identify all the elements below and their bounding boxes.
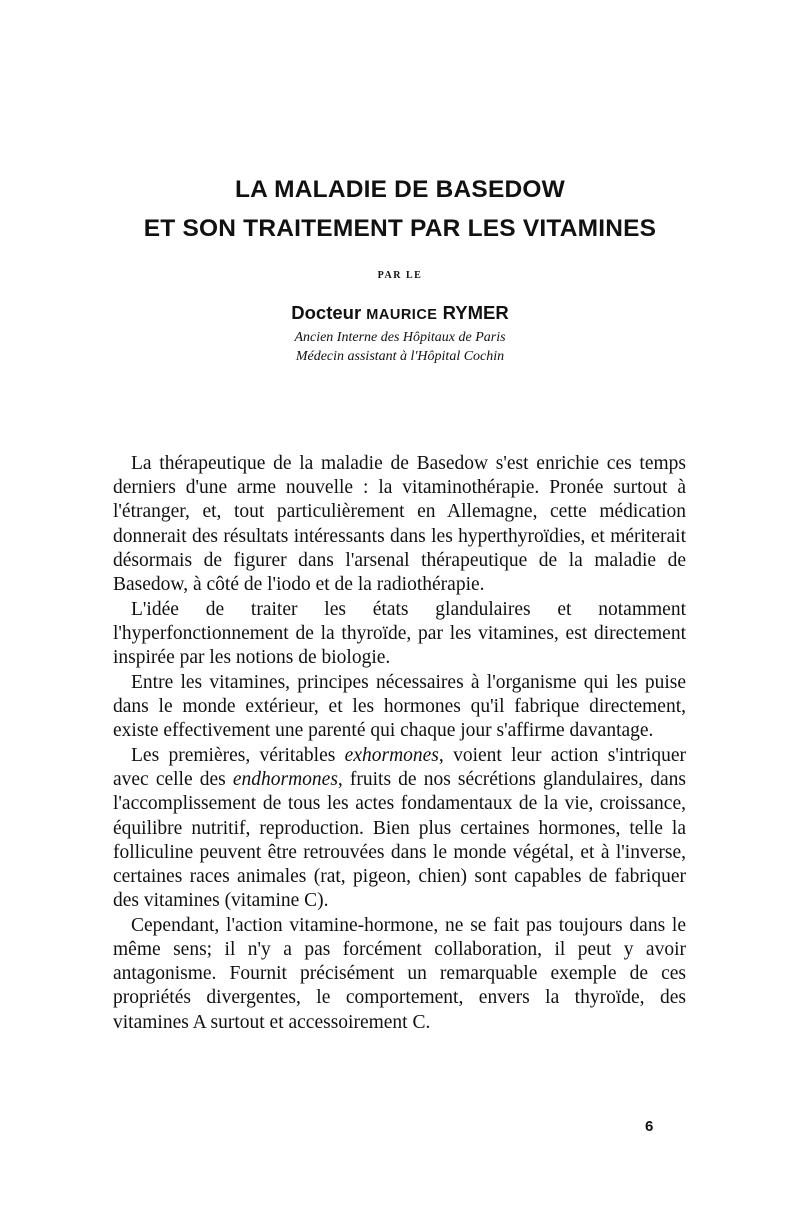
byline: PAR LE — [377, 270, 423, 281]
paragraph-4-text-b: , voient leur action s'intriquer avec celle des — [113, 744, 686, 791]
author-affiliation-1: Ancien Interne des Hôpitaux de Paris — [294, 330, 506, 345]
term-endhormones: endhormones — [232, 769, 338, 791]
paragraph-5: Cependant, l'action vitamine-hormone, ne se fait pas toujours dans le même sens; il n'y a pas forcément collaboration, il peut y avoir antagonisme. Fournit précisément un remarquable exemple de ces propriétés divergentes, le comportement, envers la thyroïde, des vitamines A surtout et accessoirement C. — [113, 914, 686, 1033]
author-affiliation-2: Médecin assistant à l'Hôpital Cochin — [295, 349, 505, 364]
term-exhormones: exhormones — [344, 744, 439, 766]
author-name — [0, 302, 800, 324]
author-prefix: Docteur — [291, 302, 362, 323]
paragraph-3: Entre les vitamines, principes nécessaires à l'organisme qui les puise dans le monde extérieur, et les hormones qu'il fabrique directement, existe effectivement une parenté qui chaque jour s'affirme davantage. — [113, 671, 686, 742]
paragraph-4-text-c: , fruits de nos sécrétions glandulaires, dans l'accomplissement de tous les actes fondamentaux de la vie, croissance, équilibre nutritif, reproduction. Bien plus certaines hormones, telle la folliculine peuvent être retrouvées dans le monde végétal, et à l'inverse, certaines races animales (rat, pigeon, chien) sont capables de fabriquer des vitamines (vitamine C). — [113, 769, 686, 912]
article-body — [113, 452, 686, 1035]
title-line-1: LA MALADIE DE BASEDOW — [235, 176, 565, 203]
paragraph-1: La thérapeutique de la maladie de Basedow s'est enrichie ces temps derniers d'une arme nouvelle : la vitaminothérapie. Pronée surtout à l'étranger, et, tout particulièrement en Allemagne, cette médication donnerait des résultats intéressants dans les hyperthyroïdies, et mériterait désormais de figurer dans l'arsenal thérapeutique de la maladie de Basedow, à côté de l'iodo et de la radiothérapie. — [113, 453, 686, 596]
author-first-name: MAURICE — [366, 307, 438, 323]
page-number: 6 — [645, 1118, 654, 1135]
author-last-name: RYMER — [442, 302, 509, 323]
paragraph-4-text-a: Les premières, véritables — [131, 744, 345, 766]
paragraph-4 — [113, 744, 686, 913]
title-line-2: ET SON TRAITEMENT PAR LES VITAMINES — [143, 215, 657, 242]
paragraph-2: L'idée de traiter les états glandulaires et notamment l'hyperfonctionnement de la thyroïde, par les vitamines, est directement inspirée par les notions de biologie. — [113, 598, 686, 669]
